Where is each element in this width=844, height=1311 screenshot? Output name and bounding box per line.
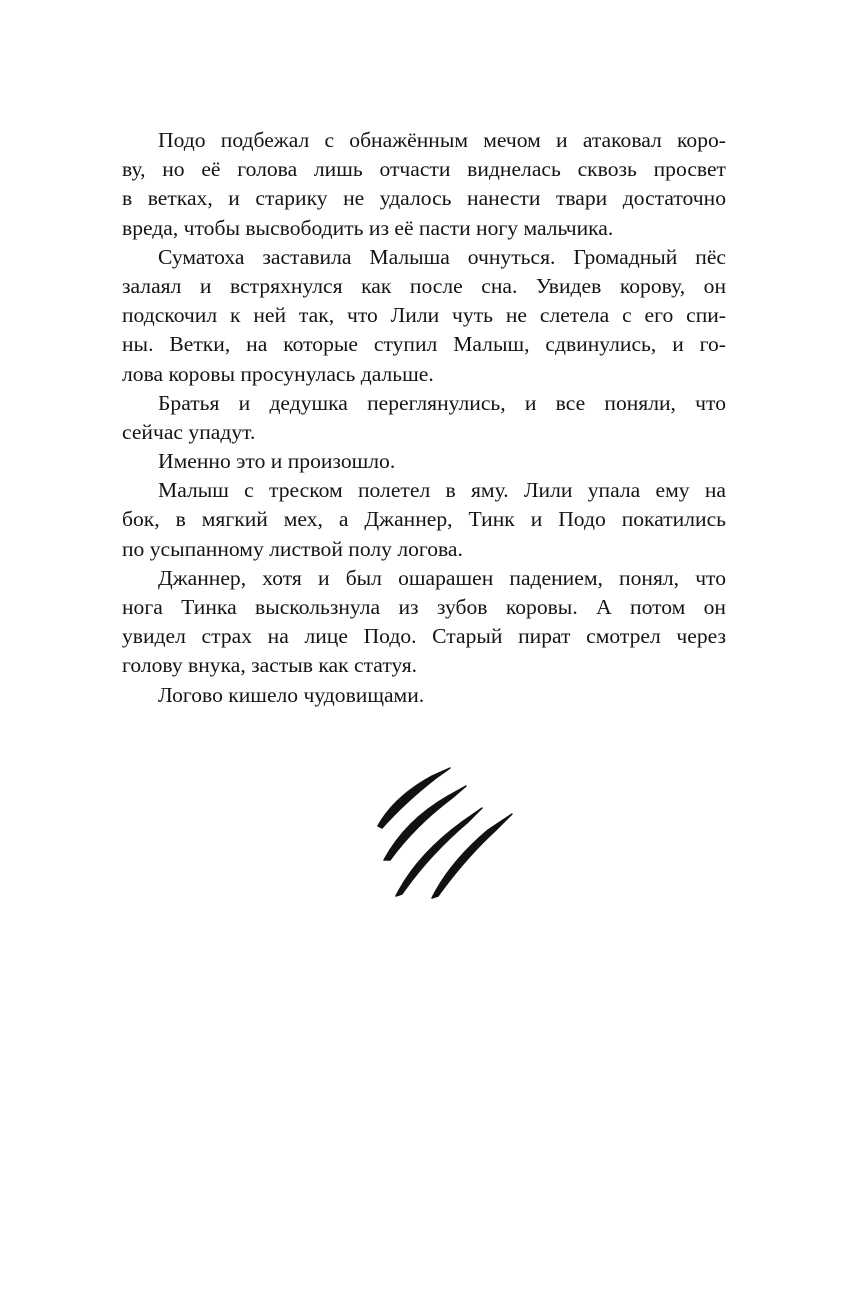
text-line: Малыш с треском полетел в яму. Лили упала ему на (158, 478, 726, 503)
text-line: подскочил к ней так, что Лили чуть не слетела с его спи- (122, 303, 726, 328)
paragraph-1 (122, 126, 726, 243)
paragraph-2 (122, 243, 726, 389)
paragraph-5 (122, 476, 726, 564)
claw-scratch (378, 768, 450, 828)
text-line: вреда, чтобы высвободить из её пасти ногу мальчика. (122, 215, 614, 240)
text-line: Суматоха заставила Малыша очнуться. Громадный пёс (158, 244, 726, 269)
paragraph-7 (122, 681, 726, 710)
text-line: Логово кишело чудовищами. (158, 682, 425, 707)
claw-marks-icon (370, 760, 520, 910)
text-line: лова коровы просунулась дальше. (122, 361, 434, 386)
text-line: в ветках, и старику не удалось нанести твари достаточно (122, 186, 726, 211)
paragraph-6 (122, 564, 726, 681)
text-line: увидел страх на лице Подо. Старый пират смотрел через (122, 624, 726, 649)
claw-scratch (432, 814, 512, 898)
text-line: сейчас упадут. (122, 419, 256, 444)
text-line: по усыпанному листвой полу логова. (122, 536, 463, 561)
paragraph-3 (122, 389, 726, 447)
text-line: залаял и встряхнулся как после сна. Увидев корову, он (122, 273, 726, 298)
claw-scratch (384, 786, 466, 860)
paragraph-4 (122, 447, 726, 476)
body-text (122, 126, 726, 710)
text-line: нога Тинка выскользнула из зубов коровы. А потом он (122, 595, 726, 619)
text-line: Именно это и произошло. (158, 449, 396, 474)
text-line: ву, но её голова лишь отчасти виднелась сквозь просвет (122, 157, 726, 182)
text-line: Подо подбежал с обнажённым мечом и атаковал коро- (158, 128, 726, 152)
text-line: бок, в мягкий мех, а Джаннер, Тинк и Подо покатились (122, 507, 726, 532)
text-line: голову внука, застыв как статуя. (122, 653, 418, 678)
text-line: ны. Ветки, на которые ступил Малыш, сдвинулись, и го- (122, 332, 726, 357)
text-line: Джаннер, хотя и был ошарашен падением, понял, что (158, 565, 726, 590)
text-line: Братья и дедушка переглянулись, и все поняли, что (158, 390, 726, 415)
